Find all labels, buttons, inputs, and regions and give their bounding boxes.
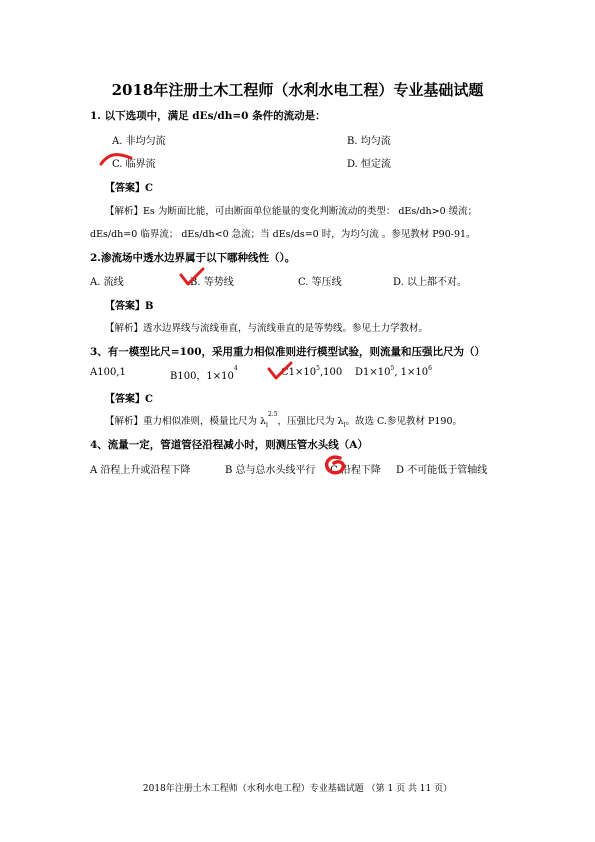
- question-4-stem: 4、流量一定，管道管径沿程减小时，则测压管水头线（A）: [90, 439, 368, 451]
- q1-answer: 【答案】C: [105, 183, 153, 194]
- question-2-stem: 2.渗流场中透水边界属于以下哪种线性（）。: [90, 252, 296, 264]
- q3-option-b: B100，$1\times 10^4$: [170, 365, 238, 382]
- q4-option-d: D 不可能低于管轴线: [396, 465, 488, 476]
- handwritten-check-mark: [266, 360, 294, 382]
- q1-analysis-line1: 【解析】Es 为断面比能，可由断面单位能量的变化判断流动的类型： dEs/dh>0 缓流；: [105, 206, 478, 217]
- page-footer: 2018年注册土木工程师（水利水电工程）专业基础试题 （第 1 页 共 11 页）: [142, 784, 453, 794]
- page-title: 2018年注册土木工程师（水利水电工程）专业基础试题: [111, 81, 484, 99]
- question-1-stem: 1. 以下选项中，满足 dEs/dh=0 条件的流动是：: [90, 110, 326, 122]
- handwritten-check-mark: [178, 266, 206, 288]
- q2-answer: 【答案】B: [105, 301, 154, 312]
- q4-option-b: B 总与总水头线平行: [225, 465, 316, 476]
- q3-option-a: A100,1: [90, 367, 126, 378]
- q2-option-c: C. 等压线: [298, 277, 342, 288]
- q3-option-d: $D1\times 10^5$, $1\times 10^6$: [355, 365, 432, 378]
- q1-option-a: A. 非均匀流: [112, 136, 166, 147]
- q2-option-a: A. 流线: [90, 277, 124, 288]
- q2-option-d: D. 以上都不对。: [393, 277, 468, 288]
- q2-option-b: B. 等势线: [190, 277, 234, 288]
- q1-option-c: C. 临界流: [112, 159, 156, 170]
- handwritten-circle-mark: [322, 453, 348, 477]
- handwritten-underline-mark: [98, 150, 134, 170]
- q3-option-c: $C1\times 10^5,100$: [281, 365, 343, 378]
- q4-option-a: A 沿程上升或沿程下降: [90, 465, 191, 476]
- q2-analysis: 【解析】透水边界线与流线垂直，与流线垂直的是等势线。参见土力学教材。: [105, 323, 429, 334]
- q1-analysis-line2: dEs/dh=0 临界流； dEs/dh<0 急流；当 dEs/ds=0 时，为均匀流 。参见教材 P90-91。: [90, 229, 476, 240]
- q1-option-d: D. 恒定流: [347, 159, 392, 170]
- question-3-stem: 3、有一模型比尺=100，采用重力相似准则进行模型试验，则流量和压强比尺为（）: [90, 346, 486, 358]
- q1-option-b: B. 均匀流: [347, 136, 391, 147]
- q4-option-c: C 沿程下降: [330, 465, 381, 476]
- q3-analysis: 【解析】重力相似准则，模量比尺为 $\lambda_l^{2.5}$，压强比尺为 $\lambda_l$。故选 C.参见教材 P190。: [105, 411, 462, 429]
- q3-answer: 【答案】C: [105, 394, 153, 405]
